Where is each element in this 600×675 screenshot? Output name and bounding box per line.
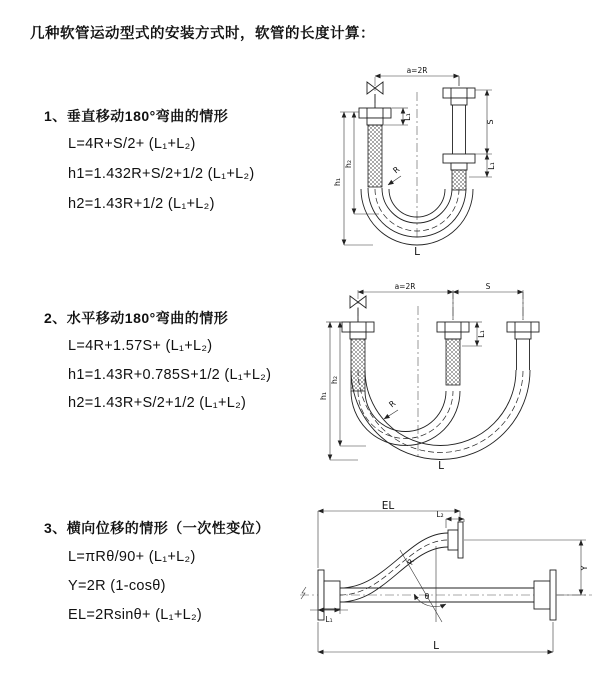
section-3-formula-3: EL=2Rsinθ+ (L₁+L₂) — [68, 607, 203, 623]
dim-label-el: EL — [381, 500, 395, 512]
page-title: 几种软管运动型式的安装方式时，软管的长度计算： — [30, 26, 375, 42]
dimension-right-s-l1 — [469, 90, 496, 177]
hose-assembly-left — [359, 108, 391, 187]
dim-label-s: S — [485, 282, 491, 291]
section-2-formula-2: h1=1.43R+0.785S+1/2 (L₁+L₂) — [68, 367, 272, 383]
u-bend-position-2 — [351, 370, 530, 460]
dim-label-l1: L₁ — [325, 615, 333, 624]
diagram-horizontal-180-bend — [306, 278, 598, 473]
section-2-formula-1: L=4R+1.57S+ (L₁+L₂) — [68, 338, 213, 354]
dim-label-theta: θ — [424, 592, 430, 601]
centerlines — [358, 290, 523, 456]
hose-assembly-right — [443, 88, 475, 190]
s-curve-hose — [340, 522, 463, 602]
section-2-heading: 2、水平移动180°弯曲的情形 — [44, 310, 229, 326]
dim-label-h1: h₁ — [319, 391, 328, 401]
diagram-vertical-180-bend — [313, 62, 598, 260]
section-1-formula-1: L=4R+S/2+ (L₁+L₂) — [68, 136, 196, 152]
radius-callout — [384, 399, 398, 419]
dim-label-y: Y — [580, 565, 589, 571]
dim-label-r: R — [387, 398, 398, 410]
dimension-top-a2r — [375, 66, 459, 86]
dim-label-l1-right: L₁ — [487, 162, 496, 170]
dim-label-h2: h₂ — [330, 375, 339, 385]
dim-label-h1: h₁ — [333, 177, 342, 187]
dimension-l-total — [318, 622, 553, 652]
section-3-formula-2: Y=2R (1-cosθ) — [68, 578, 166, 594]
dimension-top-a2r-s — [358, 282, 523, 320]
dimension-y — [464, 540, 589, 595]
dim-label-l1: L₁ — [477, 330, 486, 338]
dim-label-s: S — [486, 119, 495, 125]
section-1-heading: 1、垂直移动180°弯曲的情形 — [44, 108, 229, 124]
dim-label-l1-left: L₁ — [403, 113, 412, 121]
section-1-formula-3: h2=1.43R+1/2 (L₁+L₂) — [68, 196, 215, 212]
dim-label-h2: h₂ — [344, 159, 353, 169]
dim-label-l-total: L — [414, 246, 420, 258]
dim-label-a2r: a=2R — [394, 282, 416, 291]
section-3-formula-1: L=πRθ/90+ (L₁+L₂) — [68, 549, 196, 565]
dim-label-r: R — [405, 557, 417, 567]
dim-label-a2r: a=2R — [406, 66, 428, 75]
dim-label-r: R — [391, 164, 402, 176]
section-1-formula-2: h1=1.432R+S/2+1/2 (L₁+L₂) — [68, 166, 255, 182]
section-3-heading: 3、横向位移的情形（一次性变位） — [44, 520, 270, 536]
dim-label-l: L — [433, 640, 439, 652]
valve-icon — [350, 296, 366, 322]
diagram-lateral-displacement — [296, 500, 598, 670]
hose-assembly-middle — [437, 322, 469, 385]
break-mark-icon — [301, 587, 306, 599]
hose-assembly-right — [507, 322, 539, 370]
section-2-formula-3: h2=1.43R+S/2+1/2 (L₁+L₂) — [68, 395, 247, 411]
hose-assembly-left — [342, 322, 374, 391]
radius-callout — [388, 165, 402, 185]
angle-construction — [400, 546, 446, 622]
flange-left — [318, 570, 340, 620]
dim-label-l-total: L — [438, 460, 444, 472]
dim-label-l2: L₂ — [436, 510, 444, 519]
